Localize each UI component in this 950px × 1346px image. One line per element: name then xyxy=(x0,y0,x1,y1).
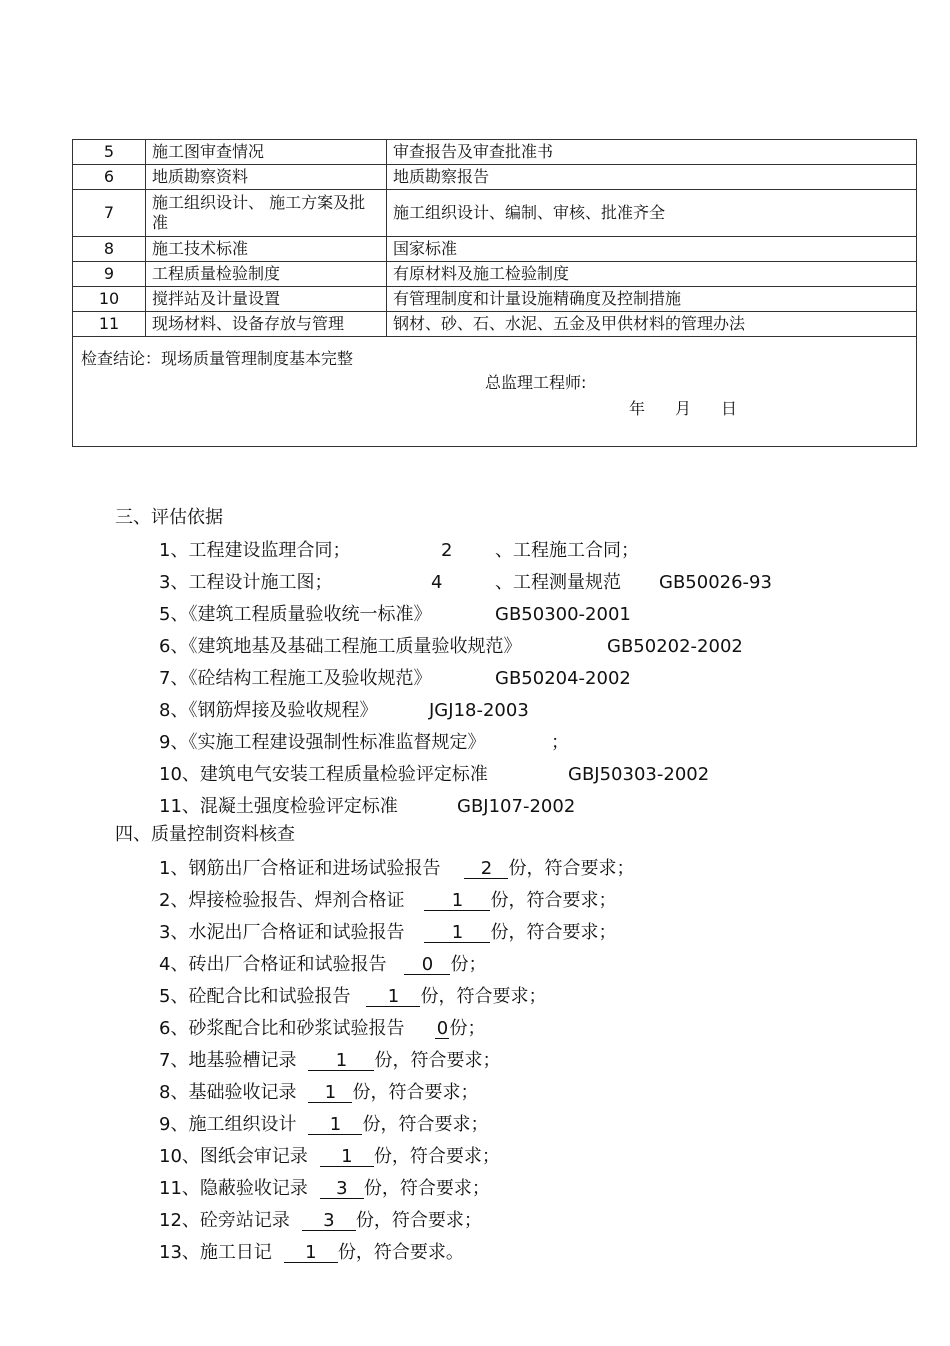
item-suffix: 份； xyxy=(449,1018,486,1039)
table-row xyxy=(73,165,917,190)
basis-number: 2 xyxy=(441,540,453,561)
row-item: 地质勘察资料 xyxy=(146,165,387,190)
count-blank: 1 xyxy=(424,924,490,943)
basis-item: 6、《建筑地基及基础工程施工质量验收规范》 xyxy=(159,636,522,657)
table-row xyxy=(73,190,917,237)
table-row xyxy=(73,237,917,262)
basis-item: 、工程测量规范 xyxy=(495,572,621,593)
row-number: 5 xyxy=(73,140,146,165)
basis-item: 10、建筑电气安装工程质量检验评定标准 xyxy=(159,764,488,785)
item-suffix: 份，符合要求； xyxy=(508,858,635,879)
basis-item: 、工程施工合同； xyxy=(495,540,639,561)
control-item xyxy=(159,1238,464,1264)
control-item xyxy=(159,918,616,944)
basis-punct: ； xyxy=(551,732,569,753)
control-item xyxy=(159,1110,488,1136)
row-number: 10 xyxy=(73,287,146,312)
row-item: 施工组织设计、 施工方案及批准 xyxy=(146,190,387,237)
control-item xyxy=(159,1078,478,1104)
date-year: 年 xyxy=(629,399,646,418)
item-suffix: 份，符合要求； xyxy=(362,1114,489,1135)
basis-line-8 xyxy=(159,696,529,722)
item-label: 10、图纸会审记录 xyxy=(159,1146,308,1167)
count-blank: 1 xyxy=(366,988,420,1007)
count-blank: 1 xyxy=(308,1084,352,1103)
item-suffix: 份，符合要求； xyxy=(490,890,617,911)
basis-item: 7、《砼结构工程施工及验收规范》 xyxy=(159,668,432,689)
basis-code: GB50300-2001 xyxy=(495,604,631,625)
basis-line-10 xyxy=(159,760,709,786)
count-blank: 1 xyxy=(308,1116,362,1135)
item-suffix: 份； xyxy=(450,954,487,975)
count-blank: 3 xyxy=(320,1180,364,1199)
control-item xyxy=(159,1206,482,1232)
item-suffix: 份，符合要求； xyxy=(373,1146,500,1167)
item-label: 3、水泥出厂合格证和试验报告 xyxy=(159,922,405,943)
row-content: 有管理制度和计量设施精确度及控制措施 xyxy=(387,287,917,312)
table-row xyxy=(73,287,917,312)
basis-code: GBJ107-2002 xyxy=(457,796,576,817)
table-row xyxy=(73,140,917,165)
basis-code: GB50202-2002 xyxy=(607,636,743,657)
item-suffix: 份，符合要求； xyxy=(374,1050,501,1071)
basis-line-7 xyxy=(159,664,631,690)
control-item xyxy=(159,950,486,976)
item-label: 12、砼旁站记录 xyxy=(159,1210,290,1231)
item-label: 5、砼配合比和试验报告 xyxy=(159,986,351,1007)
basis-item: 11、混凝土强度检验评定标准 xyxy=(159,796,398,817)
row-number: 9 xyxy=(73,262,146,287)
section-four-title: 四、质量控制资料核查 xyxy=(115,824,295,845)
item-suffix: 份，符合要求； xyxy=(352,1082,479,1103)
item-label: 2、焊接检验报告、焊剂合格证 xyxy=(159,890,405,911)
count-blank: 1 xyxy=(320,1148,374,1167)
item-label: 9、施工组织设计 xyxy=(159,1114,297,1135)
row-number: 6 xyxy=(73,165,146,190)
item-label: 11、隐蔽验收记录 xyxy=(159,1178,308,1199)
count-blank: 1 xyxy=(424,892,490,911)
item-suffix: 份，符合要求； xyxy=(355,1210,482,1231)
basis-item: 1、工程建设监理合同； xyxy=(159,540,351,561)
control-item xyxy=(159,1046,500,1072)
basis-code: JGJ18-2003 xyxy=(429,700,529,721)
basis-item: 8、《钢筋焊接及验收规程》 xyxy=(159,700,378,721)
item-suffix: 份，符合要求； xyxy=(363,1178,490,1199)
row-content: 审查报告及审查批准书 xyxy=(387,140,917,165)
basis-line-6 xyxy=(159,632,743,658)
inspection-conclusion: 检查结论：现场质量管理制度基本完整 xyxy=(81,349,354,368)
count-blank: 3 xyxy=(302,1212,356,1231)
row-number: 8 xyxy=(73,237,146,262)
basis-item: 3、工程设计施工图； xyxy=(159,572,333,593)
date-month: 月 xyxy=(675,399,692,418)
conclusion-cell xyxy=(73,337,917,447)
item-suffix: 份，符合要求。 xyxy=(337,1242,464,1263)
count-blank: 0 xyxy=(404,956,450,975)
row-content: 钢材、砂、石、水泥、五金及甲供材料的管理办法 xyxy=(387,312,917,337)
item-label: 8、基础验收记录 xyxy=(159,1082,297,1103)
row-item: 现场材料、设备存放与管理 xyxy=(146,312,387,337)
item-label: 1、钢筋出厂合格证和进场试验报告 xyxy=(159,858,441,879)
basis-item: 9、《实施工程建设强制性标准监督规定》 xyxy=(159,732,486,753)
date-day: 日 xyxy=(721,399,738,418)
row-content: 国家标准 xyxy=(387,237,917,262)
row-item: 施工技术标准 xyxy=(146,237,387,262)
section-three-title: 三、评估依据 xyxy=(115,507,223,528)
item-label: 4、砖出厂合格证和试验报告 xyxy=(159,954,387,975)
count-blank: 1 xyxy=(308,1052,374,1071)
inspection-table xyxy=(72,139,917,447)
row-content: 地质勘察报告 xyxy=(387,165,917,190)
control-item xyxy=(159,1174,490,1200)
chief-supervisor-label: 总监理工程师: xyxy=(485,373,587,392)
conclusion-row xyxy=(73,337,917,447)
row-number: 7 xyxy=(73,190,146,237)
item-suffix: 份，符合要求； xyxy=(420,986,547,1007)
item-label: 6、砂浆配合比和砂浆试验报告 xyxy=(159,1018,405,1039)
row-item: 搅拌站及计量设置 xyxy=(146,287,387,312)
control-item xyxy=(159,1014,485,1040)
table-row xyxy=(73,312,917,337)
row-content: 有原材料及施工检验制度 xyxy=(387,262,917,287)
basis-code: GBJ50303-2002 xyxy=(568,764,710,785)
count-blank: 0 xyxy=(436,1018,449,1039)
basis-code: GB50204-2002 xyxy=(495,668,631,689)
count-blank: 1 xyxy=(284,1244,338,1263)
item-suffix: 份，符合要求； xyxy=(490,922,617,943)
basis-item: 5、《建筑工程质量验收统一标准》 xyxy=(159,604,432,625)
row-item: 施工图审查情况 xyxy=(146,140,387,165)
control-item xyxy=(159,854,634,880)
date-line xyxy=(81,399,908,419)
table-row xyxy=(73,262,917,287)
row-item: 工程质量检验制度 xyxy=(146,262,387,287)
basis-line-11 xyxy=(159,792,575,818)
basis-line-5 xyxy=(159,600,631,626)
basis-line-1 xyxy=(159,536,639,562)
count-blank: 2 xyxy=(464,860,508,879)
control-item xyxy=(159,1142,500,1168)
basis-number: 4 xyxy=(431,572,443,593)
basis-line-9 xyxy=(159,728,569,754)
control-item xyxy=(159,886,616,912)
basis-code: GB50026-93 xyxy=(659,572,772,593)
row-content: 施工组织设计、编制、审核、批准齐全 xyxy=(387,190,917,237)
item-label: 13、施工日记 xyxy=(159,1242,272,1263)
row-number: 11 xyxy=(73,312,146,337)
item-label: 7、地基验槽记录 xyxy=(159,1050,297,1071)
control-item xyxy=(159,982,546,1008)
basis-line-2 xyxy=(159,568,772,594)
